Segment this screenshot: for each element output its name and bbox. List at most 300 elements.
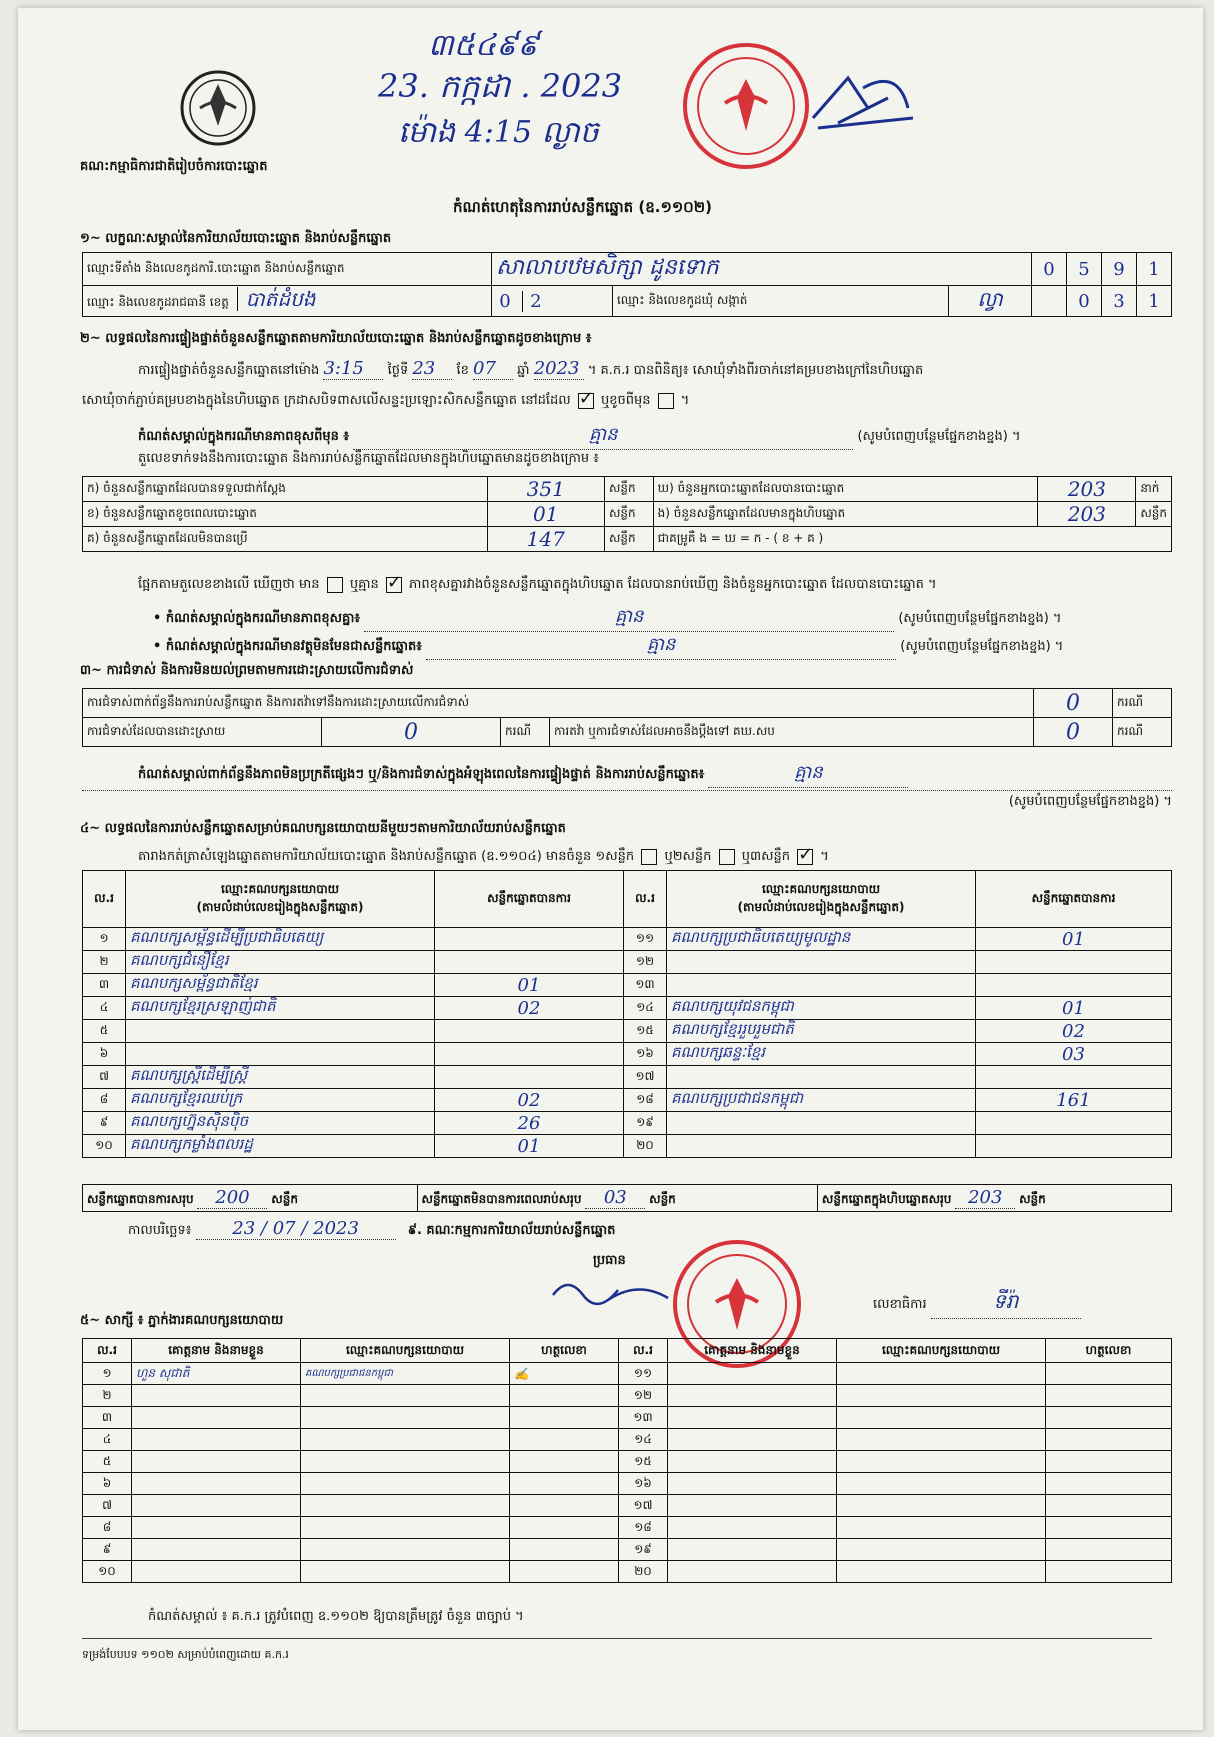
result-no: ១៧: [624, 1066, 667, 1089]
result-no: ១៤: [624, 997, 667, 1020]
result-votes: [976, 1135, 1172, 1158]
verification-day: 23: [412, 358, 452, 380]
witness-col-name: គោត្តនាម និងនាមខ្លួន: [668, 1339, 837, 1363]
col-votes-header: សន្លឹកឆ្នោតបានការ: [435, 871, 624, 928]
witness-name: ហួន សុជាតិ: [132, 1363, 301, 1385]
witness-name: [132, 1407, 301, 1429]
result-no: ៣: [83, 974, 126, 997]
committee-label: ៩. គណៈកម្មការការិយាល័យរាប់សន្លឹកឆ្នោត: [407, 1223, 616, 1238]
witness-party: [301, 1473, 510, 1495]
result-votes: 01: [976, 997, 1172, 1020]
witness-no: ៣: [83, 1407, 132, 1429]
appeal-label: ការតវ៉ា ឬការជំទាស់ដែលអាចនឹងប្តឹងទៅ គឃ.សប: [550, 718, 1034, 747]
result-votes: 01: [976, 928, 1172, 951]
month-label: ខែ: [456, 363, 469, 378]
handwritten-time: ម៉ោង 4:15 ល្ងាច: [398, 115, 599, 150]
secretary-signature: ទីរ៉ា: [931, 1288, 1081, 1319]
result-no: ២០: [624, 1135, 667, 1158]
province-label: ឈ្មោះ និងលេខកូដរាជធានី ខេត្ត: [87, 295, 229, 309]
col-no-header: ល.រ: [624, 871, 667, 928]
result-no: ១៨: [624, 1089, 667, 1112]
witness-col-name: គោត្តនាម និងនាមខ្លួន: [132, 1339, 301, 1363]
witness-name: [668, 1517, 837, 1539]
result-votes: [976, 951, 1172, 974]
witness-party: [837, 1473, 1046, 1495]
result-party: គណបក្សឆន្ទៈខ្មែរ: [667, 1043, 976, 1066]
discrepancy-note-hint: (សូមបំពេញបន្ថែមផ្នែកខាងខ្នង) ។: [898, 611, 1062, 626]
col-party-subtitle: (តាមលំដាប់លេខរៀងក្នុងសន្លឹកឆ្នោត): [737, 900, 905, 914]
col-votes-header: សន្លឹកឆ្នោតបានការ: [976, 871, 1172, 928]
witness-signature: [510, 1473, 619, 1495]
result-no: ៥: [83, 1020, 126, 1043]
totals-table: [82, 1184, 1172, 1212]
result-votes: [435, 1043, 624, 1066]
compare-text: ផ្អែកតាមតួលេខខាងលើ ឃើញថា មាន: [138, 577, 320, 592]
witness-name: [668, 1561, 837, 1583]
commune-value: ល្វា: [949, 286, 1032, 317]
irregularity-note-line: [138, 760, 1178, 788]
objection-resolved-unit: ករណី: [501, 718, 550, 747]
col-party-title: ឈ្មោះគណបក្សនយោបាយ: [220, 882, 340, 896]
witness-col-party: ឈ្មោះគណបក្សនយោបាយ: [301, 1339, 510, 1363]
figure-a-value: 351: [487, 477, 604, 502]
one-sheet-checkbox[interactable]: [641, 849, 657, 865]
result-no: ៧: [83, 1066, 126, 1089]
witness-name: [132, 1385, 301, 1407]
witness-signature: [1046, 1561, 1172, 1583]
witness-no: ៤: [83, 1429, 132, 1451]
verification-intro: ការផ្ទៀងផ្ទាត់ចំនួនសន្លឹកឆ្នោតនៅម៉ោង: [138, 363, 320, 378]
result-row: [83, 1112, 1172, 1135]
result-no: ១៩: [624, 1112, 667, 1135]
result-party: [126, 1020, 435, 1043]
province-value: បាត់ដំបង: [237, 287, 324, 311]
result-votes: 02: [435, 1089, 624, 1112]
witness-row: [83, 1429, 1172, 1451]
chair-signature: [548, 1270, 678, 1314]
result-party: គណបក្សសម្ព័ន្ធជាតិខ្មែរ: [126, 974, 435, 997]
witness-signature: [510, 1561, 619, 1583]
col-no-header: ល.រ: [83, 871, 126, 928]
result-votes: 03: [976, 1043, 1172, 1066]
result-votes: [435, 1066, 624, 1089]
witness-signature: [1046, 1363, 1172, 1385]
result-party: គណបក្សសម្ព័ន្ធដើម្បីប្រជាធិបតេយ្យ: [126, 928, 435, 951]
total-invalid-cell: [417, 1185, 817, 1212]
figure-d-label: ឃ) ចំនួនអ្នកបោះឆ្នោតដែលបានបោះឆ្នោត: [653, 477, 1038, 502]
appeal-unit: ករណី: [1113, 718, 1172, 747]
handwritten-date: 23. កក្កដា . 2023: [378, 67, 623, 105]
witness-party: [837, 1517, 1046, 1539]
witness-party: [837, 1407, 1046, 1429]
difference-note-value: គ្មាន: [353, 422, 853, 450]
footer-divider: [82, 1638, 1152, 1639]
witness-signature: [1046, 1407, 1172, 1429]
verification-year: 2023: [534, 358, 584, 380]
figure-e-unit: សន្លឹក: [1136, 502, 1172, 527]
commune-code-digit: 3: [1102, 286, 1137, 317]
province-cell: [83, 286, 492, 317]
witness-signature: [1046, 1451, 1172, 1473]
two-sheets-label: ឬ២សន្លឹក: [664, 849, 712, 864]
verification-month: 07: [473, 358, 513, 380]
result-party: គណបក្សខ្មែរឈប់ក្រ: [126, 1089, 435, 1112]
figure-d-value: 203: [1038, 477, 1136, 502]
result-no: ១០: [83, 1135, 126, 1158]
total-invalid-label: សន្លឹកឆ្នោតមិនបានការពេលរាប់សរុប: [421, 1192, 582, 1206]
witness-no: ៨: [83, 1517, 132, 1539]
witness-row: [83, 1539, 1172, 1561]
signature-top: [808, 68, 918, 142]
commune-code-digit: 0: [1067, 286, 1102, 317]
total-box-label: សន្លឹកឆ្នោតក្នុងហិបឆ្នោតសរុប: [821, 1192, 952, 1206]
figure-a-unit: សន្លឹក: [604, 477, 653, 502]
broken-checkbox[interactable]: [658, 393, 674, 409]
witness-party: [301, 1385, 510, 1407]
witness-no: ៧: [83, 1495, 132, 1517]
witness-party: [837, 1539, 1046, 1561]
witness-name: [668, 1407, 837, 1429]
difference-note-label: កំណត់សម្គាល់ក្នុងករណីមានភាពខុសពីមុន ៖: [138, 429, 350, 444]
two-sheets-checkbox[interactable]: [719, 849, 735, 865]
witness-signature: [510, 1451, 619, 1473]
witness-no: ១០: [83, 1561, 132, 1583]
witness-no: ១២: [619, 1385, 668, 1407]
figure-a-label: ក) ចំនួនសន្លឹកឆ្នោតដែលបានទទួលជាក់ស្តែង: [83, 477, 488, 502]
result-votes: [976, 974, 1172, 997]
objection-row1-unit: ករណី: [1113, 689, 1172, 718]
witness-signature: [1046, 1539, 1172, 1561]
witness-no: ៥: [83, 1451, 132, 1473]
date-line: [128, 1218, 615, 1241]
discrepancy-note-label: • កំណត់សម្គាល់ក្នុងករណីមានភាពខុសគ្នា៖: [153, 611, 361, 626]
col-party-header: [667, 871, 976, 928]
witness-name: [132, 1539, 301, 1561]
station-code-digit: 9: [1102, 253, 1137, 286]
witness-no: ១៦: [619, 1473, 668, 1495]
witness-name: [668, 1363, 837, 1385]
discrepancy-note-line: [153, 604, 1173, 632]
formula: ជាគម្រូគឺ ង = ឃ = ក - ( ខ + គ ): [653, 527, 1171, 552]
difference-note-line: [138, 422, 1178, 450]
total-invalid-unit: សន្លឹក: [649, 1192, 676, 1206]
witness-party: [837, 1561, 1046, 1583]
witness-party: [837, 1385, 1046, 1407]
document-page: [18, 8, 1203, 1730]
result-no: ១៣: [624, 974, 667, 997]
witness-signature: [1046, 1517, 1172, 1539]
witness-party: គណបក្សប្រជាជនកម្ពុជា: [301, 1363, 510, 1385]
result-party: គណបក្សប្រជាជនកម្ពុជា: [667, 1089, 976, 1112]
committee-emblem-icon: [178, 68, 258, 148]
section1-table: [82, 252, 1172, 317]
witness-signature: [510, 1539, 619, 1561]
handwritten-number: ៣៥៤៩៩: [428, 28, 539, 63]
witness-name: [668, 1385, 837, 1407]
figure-b-value: 01: [487, 502, 604, 527]
result-party: គណបក្សជំនឿខ្មែរ: [126, 951, 435, 974]
witness-no: ១៥: [619, 1451, 668, 1473]
witness-signature: [1046, 1385, 1172, 1407]
witness-signature: [510, 1385, 619, 1407]
result-votes: 02: [435, 997, 624, 1020]
three-sheets-label: ឬ៣សន្លឹក: [741, 849, 790, 864]
witness-signature: [510, 1407, 619, 1429]
figure-c-label: គ) ចំនួនសន្លឹកឆ្នោតដែលមិនបានប្រើ: [83, 527, 488, 552]
total-box-unit: សន្លឹក: [1019, 1192, 1046, 1206]
secretary-line: [873, 1288, 1081, 1319]
witness-name: [132, 1561, 301, 1583]
witness-no: ១១: [619, 1363, 668, 1385]
foreign-object-note-label: • កំណត់សម្គាល់ក្នុងករណីមានវត្ថុមិនមែនជាសន្លឹកឆ្នោត៖: [153, 639, 422, 654]
station-code-digit: 5: [1067, 253, 1102, 286]
no-difference-checkbox[interactable]: [386, 577, 402, 593]
result-votes: [435, 928, 624, 951]
foreign-object-note-value: គ្មាន: [426, 632, 896, 660]
witness-name: [132, 1517, 301, 1539]
total-box-value: 203: [955, 1187, 1015, 1209]
result-party: គណបក្សខ្មែររួបរួមជាតិ: [667, 1020, 976, 1043]
compare-none: ឬគ្មាន: [349, 577, 379, 592]
witness-col-sign: ហត្ថលេខា: [510, 1339, 619, 1363]
verification-time: 3:15: [323, 358, 383, 380]
intact-checkbox[interactable]: [578, 393, 594, 409]
commune-code-digit: 1: [1137, 286, 1172, 317]
year-label: ឆ្នាំ: [517, 363, 530, 378]
objection-table: [82, 688, 1172, 747]
total-valid-cell: [83, 1185, 418, 1212]
result-row: [83, 1020, 1172, 1043]
result-row: [83, 1043, 1172, 1066]
result-party: គណបក្សខ្មែរស្រឡាញ់ជាតិ: [126, 997, 435, 1020]
results-table: [82, 870, 1172, 1158]
witness-row: [83, 1473, 1172, 1495]
footnote: កំណត់សម្គាល់ ៖ គ.ក.រ ត្រូវបំពេញ ឧ.១១០២ ឱ្យបានត្រឹមត្រូវ ចំនួន ៣ច្បាប់ ។: [148, 1609, 524, 1624]
result-votes: [976, 1112, 1172, 1135]
witness-no: ១៩: [619, 1539, 668, 1561]
secretary-label: លេខាធិការ: [873, 1297, 927, 1312]
section2-title: ២~ លទ្ធផលនៃការផ្ទៀងផ្ទាត់ចំនួនសន្លឹកឆ្នោតតាមការិយាល័យបោះឆ្នោត និងរាប់សន្លឹកឆ្នោតដូចខាងក្រោម ៖: [80, 331, 592, 346]
result-party: [667, 1066, 976, 1089]
result-no: ១២: [624, 951, 667, 974]
result-no: ៩: [83, 1112, 126, 1135]
witness-signature: [510, 1517, 619, 1539]
witness-signature: [510, 1495, 619, 1517]
witness-col-sign: ហត្ថលេខា: [1046, 1339, 1172, 1363]
tally-sheets-line: តារាងកត់ត្រាសំឡេងឆ្នោតតាមការិយាល័យបោះឆ្នោត និងរាប់សន្លឹកឆ្នោត (ឧ.១១០៤) មានចំនួន ១សន្លឹក ឬ២សន្លឹក ឬ៣សន្លឹក ✓ ។: [138, 848, 829, 867]
witness-party: [301, 1495, 510, 1517]
station-code-digit: 1: [1137, 253, 1172, 286]
difference-note-hint: (សូមបំពេញបន្ថែមផ្នែកខាងខ្នង) ។: [857, 429, 1021, 444]
col-party-title: ឈ្មោះគណបក្សនយោបាយ: [761, 882, 881, 896]
witness-row: [83, 1451, 1172, 1473]
result-no: ៨: [83, 1089, 126, 1112]
three-sheets-checkbox[interactable]: [797, 849, 813, 865]
station-value: សាលាបឋមសិក្សា ដូនទោក: [492, 253, 1032, 286]
result-party: គណបក្សហ្វ៊ុនស៊ិនប៉ិច: [126, 1112, 435, 1135]
figure-c-value: 147: [487, 527, 604, 552]
result-votes: [976, 1066, 1172, 1089]
total-valid-label: សន្លឹកឆ្នោតបានការសរុប: [87, 1192, 194, 1206]
station-label: ឈ្មោះទីតាំង និងលេខកូដការិ.បោះឆ្នោត និងរាប់សន្លឹកឆ្នោត: [83, 253, 492, 286]
result-row: [83, 974, 1172, 997]
commune-code-empty: [1032, 286, 1067, 317]
witness-signature: ✍: [510, 1363, 619, 1385]
witness-party: [301, 1561, 510, 1583]
objection-row1-label: ការជំទាស់ពាក់ព័ន្ធនឹងការរាប់សន្លឹកឆ្នោត និងការតវ៉ាទៅនឹងការដោះស្រាយលើការជំទាស់: [83, 689, 1034, 718]
verification-rest: ។ គ.ក.រ បានពិនិត្យ៖ សោឃុំទាំងពីរចាក់នៅគម្របខាងក្រៅនៃហិបឆ្នោត: [587, 363, 924, 378]
witness-signature: [1046, 1429, 1172, 1451]
result-no: ២: [83, 951, 126, 974]
witness-name: [132, 1495, 301, 1517]
total-valid-value: 200: [197, 1187, 267, 1209]
figure-b-label: ខ) ចំនួនសន្លឹកឆ្នោតខូចពេលបោះឆ្នោត: [83, 502, 488, 527]
witness-row: [83, 1363, 1172, 1385]
figures-intro: តួលេខទាក់ទងនឹងការបោះឆ្នោត និងការរាប់សន្លឹកឆ្នោតដែលមានក្នុងហិបឆ្នោតមានដូចខាងក្រោម ៖: [138, 451, 599, 466]
witness-row: [83, 1517, 1172, 1539]
witness-no: ៦: [83, 1473, 132, 1495]
witness-no: ១៨: [619, 1517, 668, 1539]
total-invalid-value: 03: [585, 1187, 645, 1209]
witness-name: [668, 1429, 837, 1451]
witness-name: [668, 1473, 837, 1495]
total-box-cell: [817, 1185, 1171, 1212]
witness-no: ៩: [83, 1539, 132, 1561]
witness-party: [301, 1517, 510, 1539]
discrepancy-note-value: គ្មាន: [364, 604, 894, 632]
witness-party: [301, 1539, 510, 1561]
col-party-header: [126, 871, 435, 928]
section3-title: ៣~ ការជំទាស់ និងការមិនយល់ព្រមតាមការដោះស្រាយលើការជំទាស់: [80, 663, 414, 678]
commune-label: ឈ្មោះ និងលេខកូដឃុំ សង្កាត់: [613, 286, 949, 317]
result-votes: 26: [435, 1112, 624, 1135]
section1-title: ១~ លក្ខណៈសម្គាល់នៃការិយាល័យបោះឆ្នោត និងរាប់សន្លឹកឆ្នោត: [80, 231, 392, 246]
result-row: [83, 1135, 1172, 1158]
result-party: [667, 1112, 976, 1135]
result-party: គណបក្សយុវជនកម្ពុជា: [667, 997, 976, 1020]
witness-row: [83, 1407, 1172, 1429]
witness-no: ១៣: [619, 1407, 668, 1429]
figures-table: [82, 476, 1172, 552]
result-row: [83, 928, 1172, 951]
section4-title: ៤~ លទ្ធផលនៃការរាប់សន្លឹកឆ្នោតសម្រាប់គណបក្សនយោបាយនីមួយៗតាមការិយាល័យរាប់សន្លឹកឆ្នោត: [80, 821, 566, 836]
result-party: គណបក្សស្ត្រីដើម្បីស្ត្រី: [126, 1066, 435, 1089]
irregularity-note-value: គ្មាន: [708, 760, 908, 788]
compare-rest: ភាពខុសគ្នារវាងចំនួនសន្លឹកឆ្នោតក្នុងហិបឆ្នោត ដែលបានរាប់ឃើញ និងចំនួនអ្នកបោះឆ្នោត ដែលបានបោះឆ្នោត ។: [409, 577, 937, 592]
witness-signature: [510, 1429, 619, 1451]
irregularity-note-label: កំណត់សម្គាល់ពាក់ព័ន្ធនឹងភាពមិនប្រក្រតីផ្សេងៗ ឬ/និងការជំទាស់ក្នុងអំឡុងពេលនៃការផ្ទៀងផ្ទាត់ និងការរាប់សន្លឹកឆ្នោត៖: [138, 767, 705, 782]
witness-no: ២: [83, 1385, 132, 1407]
result-no: ១: [83, 928, 126, 951]
result-votes: [435, 1020, 624, 1043]
witness-signature: [1046, 1495, 1172, 1517]
result-party: [667, 974, 976, 997]
result-no: ១១: [624, 928, 667, 951]
witness-party: [837, 1429, 1046, 1451]
figure-e-value: 203: [1038, 502, 1136, 527]
witness-name: [668, 1451, 837, 1473]
result-row: [83, 1089, 1172, 1112]
result-row: [83, 951, 1172, 974]
result-votes: 02: [976, 1020, 1172, 1043]
witness-no: ១: [83, 1363, 132, 1385]
result-party: គណបក្សប្រជាធិបតេយ្យមូលដ្ឋាន: [667, 928, 976, 951]
witness-party: [301, 1451, 510, 1473]
result-no: ១៥: [624, 1020, 667, 1043]
witness-col-no: ល.រ: [83, 1339, 132, 1363]
figure-b-unit: សន្លឹក: [604, 502, 653, 527]
irregularity-note-hint: (សូមបំពេញបន្ថែមផ្នែកខាងខ្នង) ។: [82, 790, 1172, 812]
result-votes: [435, 951, 624, 974]
date-value: 23 / 07 / 2023: [196, 1218, 396, 1240]
has-difference-checkbox[interactable]: [327, 577, 343, 593]
broken-label: ឬខូចពីមុន: [600, 393, 651, 408]
result-party: [126, 1043, 435, 1066]
seal-status-text: សោឃុំចាក់ភ្ជាប់គម្របខាងក្នុងនៃហិបឆ្នោត ក្រដាសបិទពាសលើសន្ទះប្រឡោះសិកសន្លឹកឆ្នោត នៅដដែល: [82, 393, 571, 408]
verification-line: [138, 358, 1178, 381]
witness-table: [82, 1338, 1172, 1583]
result-no: ៦: [83, 1043, 126, 1066]
witness-row: [83, 1495, 1172, 1517]
col-party-subtitle: (តាមលំដាប់លេខរៀងក្នុងសន្លឹកឆ្នោត): [196, 900, 364, 914]
foreign-object-note-hint: (សូមបំពេញបន្ថែមផ្នែកខាងខ្នង) ។: [900, 639, 1064, 654]
province-code-digit: 0: [499, 290, 511, 312]
objection-resolved-label: ការជំទាស់ដែលបានដោះស្រាយ: [83, 718, 322, 747]
witness-party: [837, 1363, 1046, 1385]
result-votes: 161: [976, 1089, 1172, 1112]
station-code-digit: 0: [1032, 253, 1067, 286]
witness-party: [301, 1429, 510, 1451]
date-label: កាលបរិច្ឆេទ៖: [128, 1223, 192, 1238]
day-label: ថ្ងៃទី: [387, 363, 409, 378]
result-party: [667, 1135, 976, 1158]
total-valid-unit: សន្លឹក: [271, 1192, 298, 1206]
result-votes: 01: [435, 974, 624, 997]
witness-no: ២០: [619, 1561, 668, 1583]
witness-col-party: ឈ្មោះគណបក្សនយោបាយ: [837, 1339, 1046, 1363]
appeal-value: 0: [1034, 718, 1113, 747]
figure-c-unit: សន្លឹក: [604, 527, 653, 552]
witness-party: [837, 1451, 1046, 1473]
institution-name: គណ:កម្មាធិការជាតិរៀបចំការបោះឆ្នោត: [80, 159, 268, 174]
result-row: [83, 1066, 1172, 1089]
objection-resolved-value: 0: [322, 718, 501, 747]
figure-d-unit: នាក់: [1136, 477, 1172, 502]
witness-row: [83, 1385, 1172, 1407]
objection-row1-value: 0: [1034, 689, 1113, 718]
witness-name: [668, 1539, 837, 1561]
witness-party: [301, 1407, 510, 1429]
witness-name: [132, 1429, 301, 1451]
compare-line: [138, 576, 937, 595]
official-seal-top: [683, 43, 809, 169]
result-party: [667, 951, 976, 974]
province-code-cell: [492, 286, 613, 317]
chair-label: ប្រធាន: [593, 1253, 626, 1268]
witness-party: [837, 1495, 1046, 1517]
witness-no: ១៤: [619, 1429, 668, 1451]
witness-signature: [1046, 1473, 1172, 1495]
result-party: គណបក្សកម្លាំងពលរដ្ឋ: [126, 1135, 435, 1158]
witness-name: [132, 1451, 301, 1473]
section5-title: ៥~ សាក្សី ៖ ភ្នាក់ងារគណបក្សនយោបាយ: [80, 1313, 284, 1328]
witness-name: [668, 1495, 837, 1517]
form-footer: ទម្រង់បែបបទ ១១០២ សម្រាប់បំពេញដោយ គ.ក.រ: [82, 1648, 289, 1661]
province-code-digit: 2: [522, 291, 549, 312]
form-title: កំណត់ហេតុនៃការរាប់សន្លឹកឆ្នោត (ឧ.១១០២): [453, 198, 713, 216]
result-no: ៤: [83, 997, 126, 1020]
result-row: [83, 997, 1172, 1020]
